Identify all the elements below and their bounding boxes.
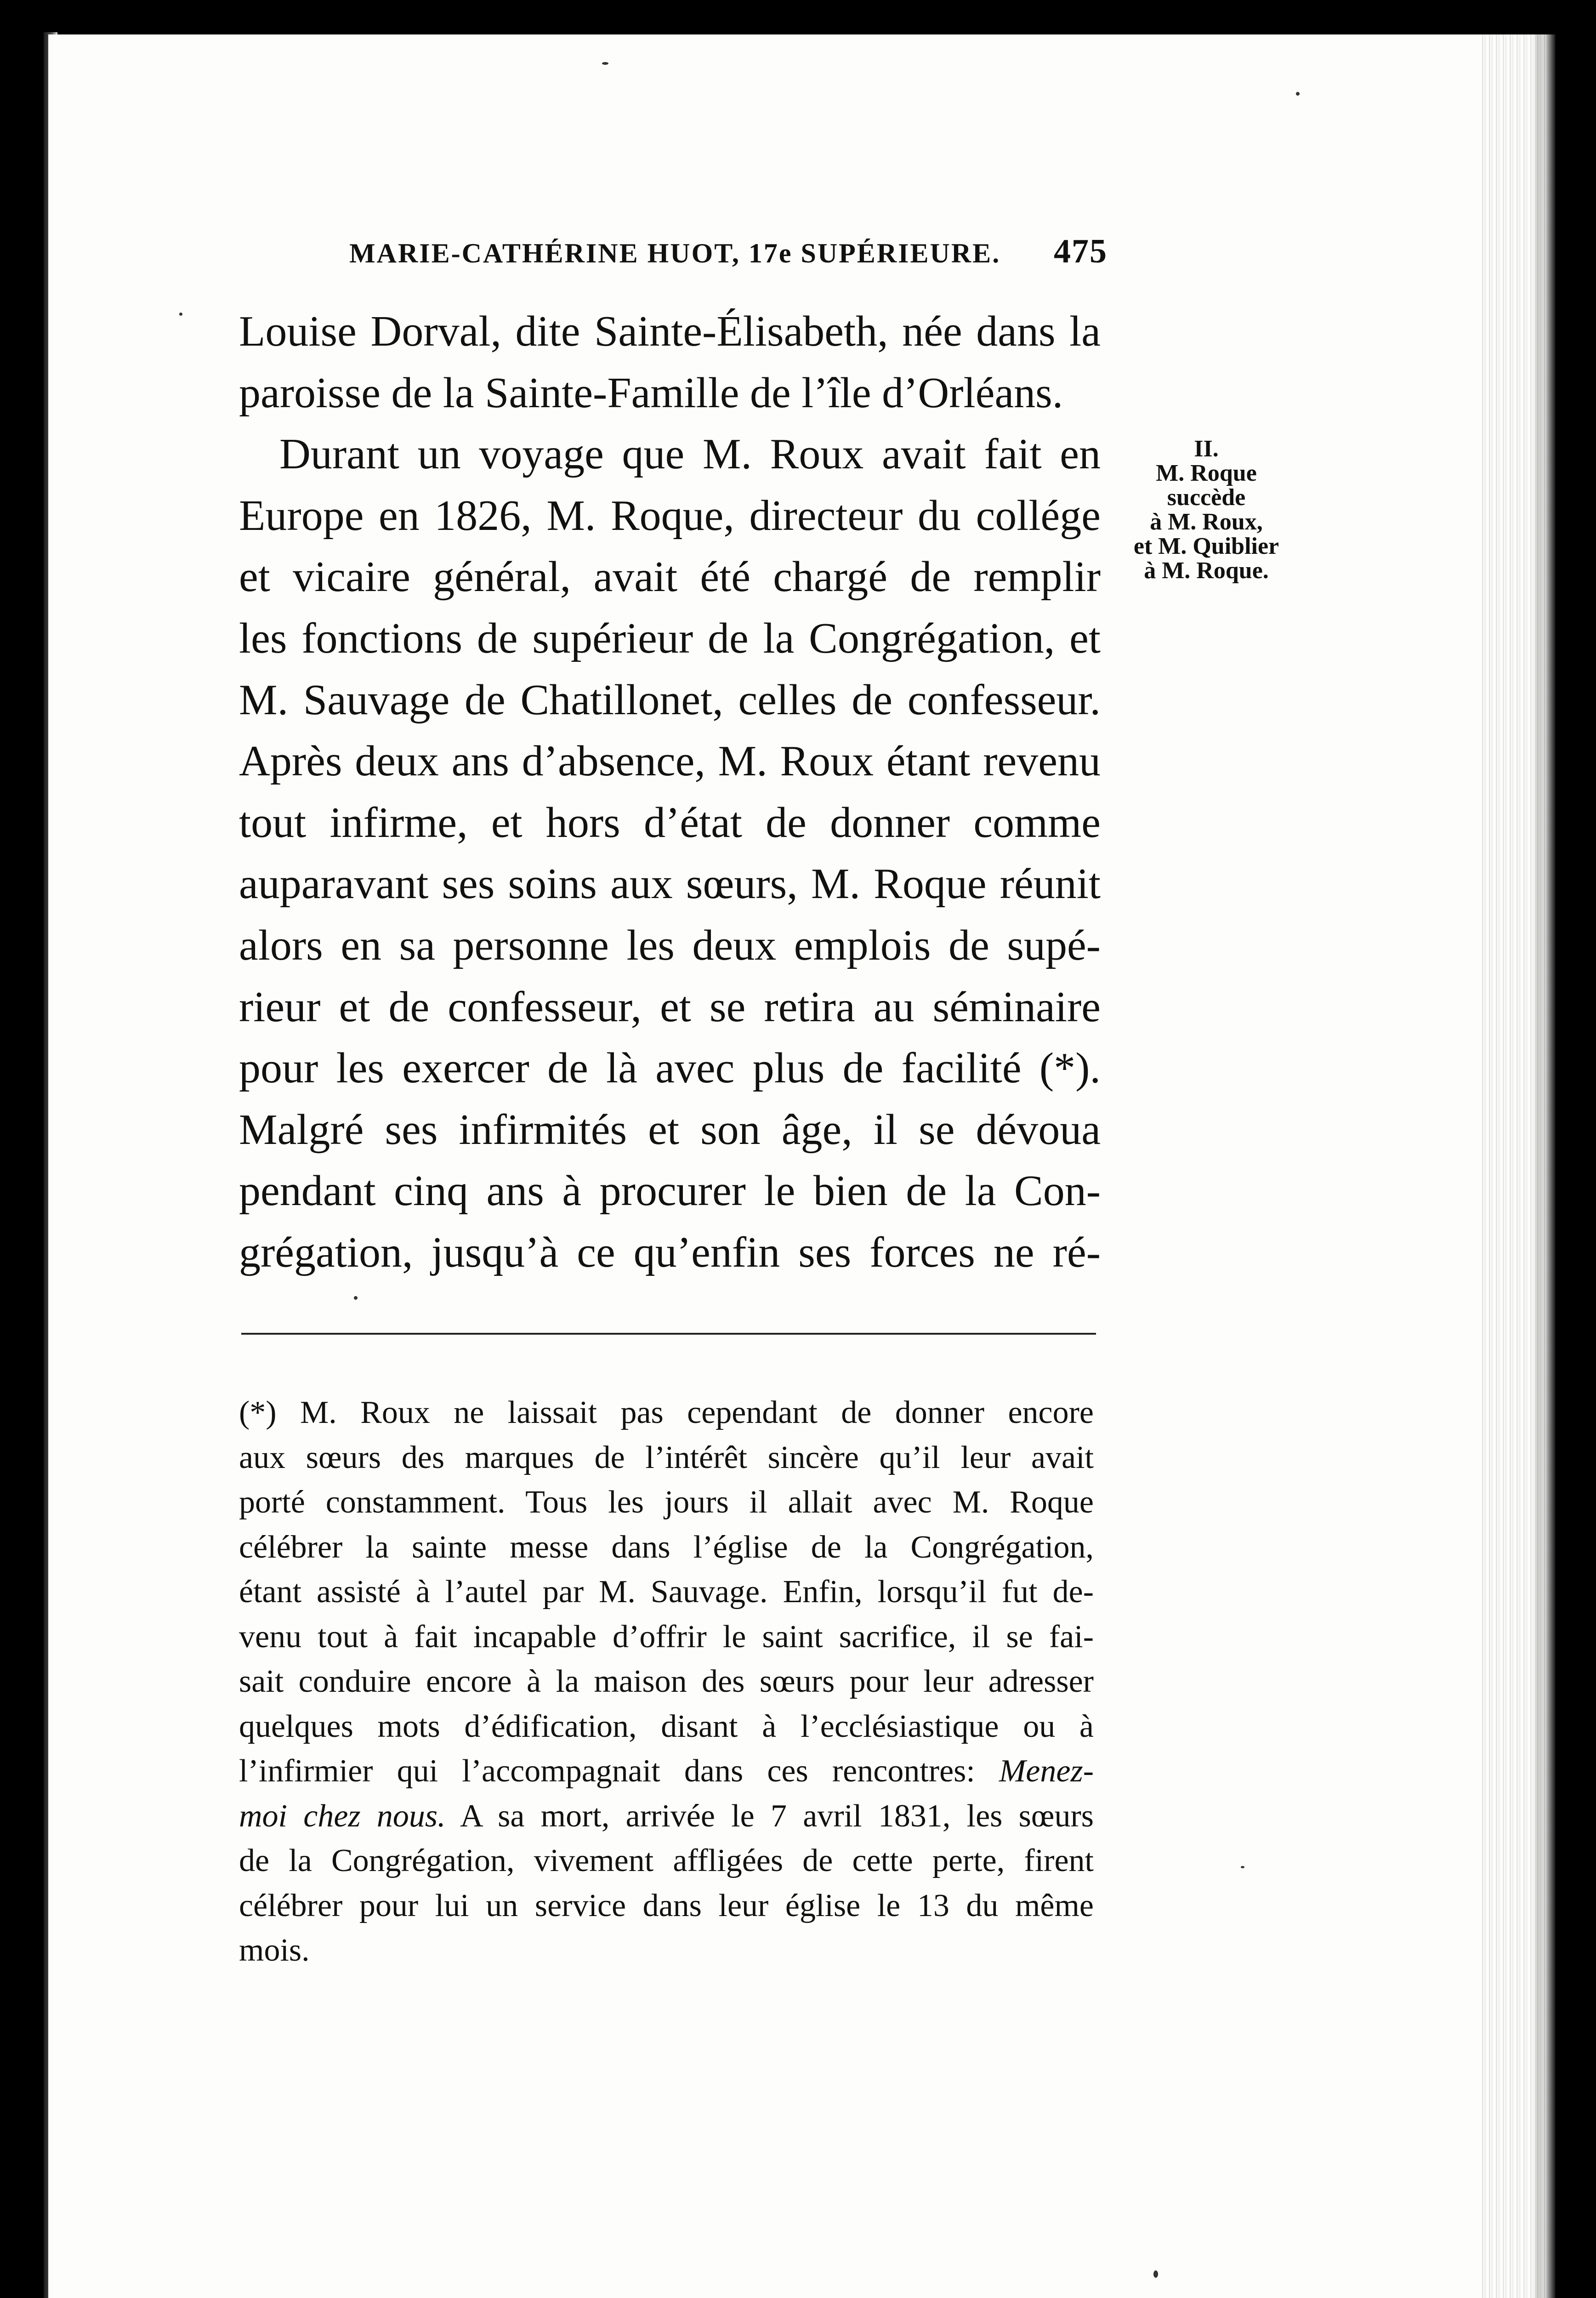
body-line: M. Sauvage de Chatillonet, celles de confesseur. bbox=[239, 676, 1101, 724]
scan-speck bbox=[179, 313, 182, 316]
body-line: Après deux ans d’absence, M. Roux étant revenu bbox=[239, 737, 1101, 785]
footnote-line: célébrer la sainte messe dans l’église de la Congrégation, bbox=[239, 1529, 1094, 1565]
footnote-line: porté constamment. Tous les jours il allait avec M. Roque bbox=[239, 1485, 1094, 1520]
page-number: 475 bbox=[1054, 233, 1108, 270]
footnote-line: sait conduire encore à la maison des sœurs pour leur adresser bbox=[239, 1664, 1094, 1699]
scan-speck bbox=[1153, 2270, 1158, 2278]
scan-speck bbox=[602, 62, 608, 65]
body-line: grégation, jusqu’à ce qu’enfin ses forces ne ré- bbox=[239, 1228, 1101, 1276]
footnote-line: étant assisté à l’autel par M. Sauvage. Enfin, lorsqu’il fut de- bbox=[239, 1574, 1094, 1610]
body-line: pour les exercer de là avec plus de facilité (*). bbox=[239, 1044, 1101, 1092]
footnote-line: aux sœurs des marques de l’intérêt sincère qu’il leur avait bbox=[239, 1439, 1094, 1475]
body-line: Europe en 1826, M. Roque, directeur du collége bbox=[239, 491, 1101, 540]
footnote-line: venu tout à fait incapable d’offrir le saint sacrifice, il se fai- bbox=[239, 1619, 1094, 1655]
marginal-note-line: M. Roque bbox=[1156, 460, 1257, 486]
body-line: et vicaire général, avait été chargé de remplir bbox=[239, 553, 1101, 601]
marginal-note-line: II. bbox=[1194, 436, 1219, 462]
footnote-line bbox=[239, 1794, 1094, 1839]
footnote-line bbox=[239, 1749, 1094, 1794]
body-line: Louise Dorval, dite Sainte-Élisabeth, née dans la bbox=[239, 307, 1101, 355]
footnote bbox=[239, 1390, 1094, 1973]
body-line: auparavant ses soins aux sœurs, M. Roque réunit bbox=[239, 860, 1101, 908]
scan-speck bbox=[1241, 1866, 1244, 1868]
footnote-quote: moi chez nous. bbox=[239, 1798, 446, 1834]
body-line: Durant un voyage que M. Roux avait fait en bbox=[279, 430, 1101, 478]
running-header bbox=[349, 232, 1108, 271]
scan-speck bbox=[354, 1296, 358, 1300]
body-line: pendant cinq ans à procurer le bien de la Con- bbox=[239, 1167, 1101, 1215]
body-line: alors en sa personne les deux emplois de supé- bbox=[239, 921, 1101, 969]
page-edge-stack bbox=[1480, 34, 1549, 2298]
body-line: les fonctions de supérieur de la Congrégation, et bbox=[239, 614, 1101, 662]
running-title: MARIE-CATHÉRINE HUOT, 17e SUPÉRIEURE. bbox=[349, 238, 1001, 268]
body-line: paroisse de la Sainte-Famille de l’île d’Orléans. bbox=[239, 369, 1063, 417]
page-edge-shadow bbox=[1546, 34, 1556, 2298]
marginal-note-line: à M. Roux, bbox=[1150, 509, 1263, 535]
footnote-line: mois. bbox=[239, 1933, 310, 1968]
body-line: Malgré ses infirmités et son âge, il se dévoua bbox=[239, 1105, 1101, 1154]
footnote-line: quelques mots d’édification, disant à l’ecclésiastique ou à bbox=[239, 1708, 1094, 1744]
marginal-note-line: et M. Quiblier bbox=[1133, 533, 1279, 559]
marginal-note-line: à M. Roque. bbox=[1144, 557, 1269, 584]
body-line: tout infirme, et hors d’état de donner comme bbox=[239, 798, 1101, 847]
footnote-line: de la Congrégation, vivement affligées de cette perte, firent bbox=[239, 1843, 1094, 1878]
footnote-text: A sa mort, arrivée le 7 avril 1831, les sœurs bbox=[460, 1798, 1094, 1834]
footnote-quote: Menez- bbox=[999, 1753, 1094, 1789]
footnote-text: l’infirmier qui l’accompagnait dans ces rencontres: bbox=[239, 1753, 975, 1789]
marginal-note bbox=[1108, 437, 1305, 583]
scan-speck bbox=[1296, 92, 1300, 96]
footnote-separator bbox=[241, 1333, 1096, 1335]
marginal-note-line: succède bbox=[1167, 484, 1246, 511]
footnote-line: célébrer pour lui un service dans leur église le 13 du même bbox=[239, 1888, 1094, 1923]
footnote-line: (*) M. Roux ne laissait pas cependant de donner encore bbox=[239, 1395, 1094, 1430]
body-text bbox=[239, 301, 1101, 1284]
body-line: rieur et de confesseur, et se retira au séminaire bbox=[239, 983, 1101, 1031]
